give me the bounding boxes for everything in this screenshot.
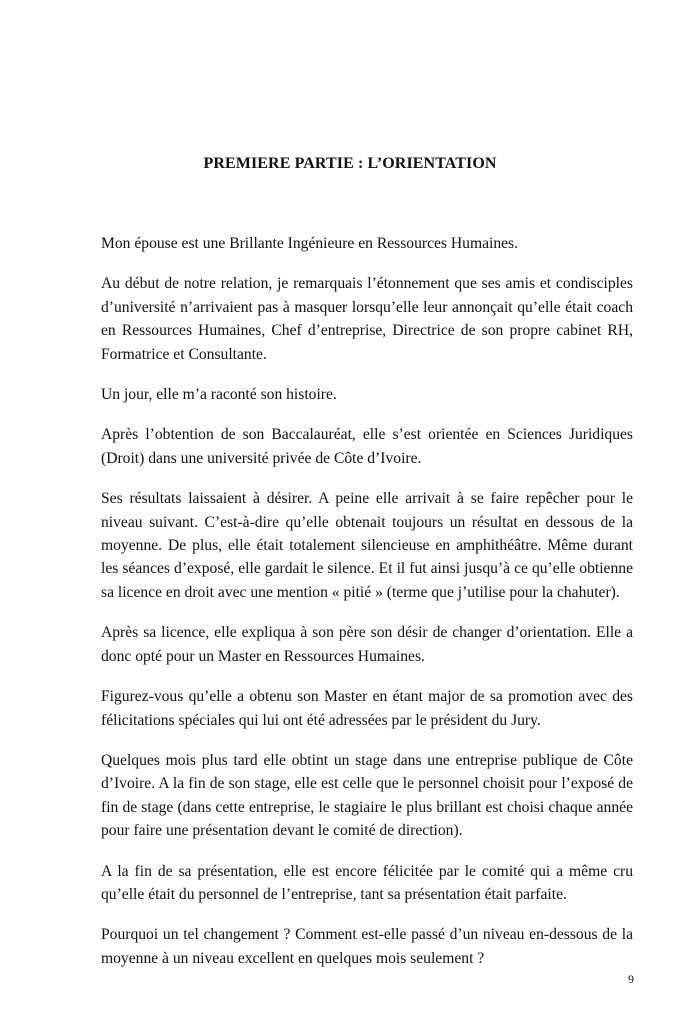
paragraph: Après l’obtention de son Baccalauréat, elle s’est orientée en Sciences Juridiques (Droit) dans une université privée de Côte d’Ivoire. xyxy=(101,426,633,467)
paragraph: Un jour, elle m’a raconté son histoire. xyxy=(101,386,337,404)
paragraph: Quelques mois plus tard elle obtint un stage dans une entreprise publique de Côte d’Ivoire. A la fin de son stage, elle est celle que le personnel choisit pour l’exposé de fin de stage (dans cette entreprise, le stagiaire le plus brillant est choisi chaque année pour faire une présentation devant le comité de direction). xyxy=(101,751,633,840)
paragraph: Mon épouse est une Brillante Ingénieure en Ressources Humaines. xyxy=(101,235,519,252)
section-heading: PREMIERE PARTIE : L’ORIENTATION xyxy=(203,155,497,172)
body-text xyxy=(101,232,633,987)
paragraph: Après sa licence, elle expliqua à son père son désir de changer d’orientation. Elle a donc opté pour un Master en Ressources Humaines. xyxy=(101,624,633,665)
paragraph: Pourquoi un tel changement ? Comment est-elle passé d’un niveau en-dessous de la moyenne à un niveau excellent en quelques mois seulement ? xyxy=(101,926,633,967)
paragraph: Figurez-vous qu’elle a obtenu son Master en étant major de sa promotion avec des félicitations spéciales qui lui ont été adressées par le président du Jury. xyxy=(101,688,633,729)
page-number: 9 xyxy=(628,972,634,986)
paragraph: A la fin de sa présentation, elle est encore félicitée par le comité qui a même cru qu’elle était du personnel de l’entreprise, tant sa présentation était parfaite. xyxy=(101,862,633,903)
paragraph: Au début de notre relation, je remarquais l’étonnement que ses amis et condisciples d’université n’arrivaient pas à masquer lorsqu’elle leur annonçait qu’elle était coach en Ressources Humaines, Chef d’entreprise, Directrice de son propre cabinet RH, Formatrice et Consultante. xyxy=(101,275,633,363)
paragraph: Ses résultats laissaient à désirer. A peine elle arrivait à se faire repêcher pour le niveau suivant. C’est-à-dire qu’elle obtenait toujours un résultat en dessous de la moyenne. De plus, elle était totalement silencieuse en amphithéâtre. Même durant les séances d’exposé, elle gardait le silence. Et il fut ainsi jusqu’à ce qu’elle obtienne sa licence en droit avec une mention « pitié » (terme que j’utilise pour la chahuter). xyxy=(101,490,633,601)
